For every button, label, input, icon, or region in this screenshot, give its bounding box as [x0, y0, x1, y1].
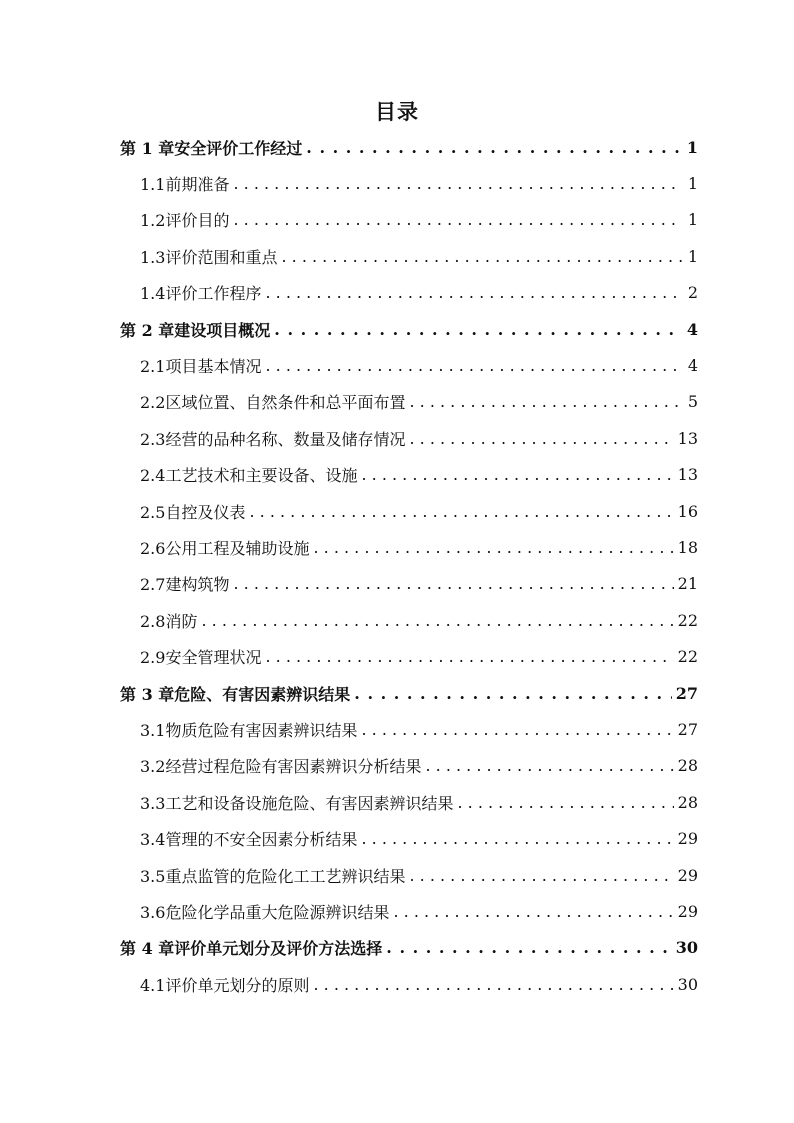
- toc-leader-dots: [409, 392, 682, 411]
- toc-page-number: 1: [686, 137, 698, 157]
- toc-entry-title: 安全评价工作经过: [174, 138, 303, 158]
- toc-entry-label: [140, 609, 201, 632]
- toc-page-number: 28: [677, 756, 698, 776]
- toc-page-number: 4: [687, 355, 698, 375]
- toc-page-number: 1: [687, 246, 698, 266]
- toc-leader-dots: [233, 210, 682, 229]
- toc-section-entry[interactable]: [140, 278, 698, 308]
- toc-entry-title: 安全管理状况: [165, 648, 262, 668]
- toc-chapter-entry[interactable]: [120, 314, 698, 344]
- toc-page-number: 5: [687, 392, 698, 412]
- toc-section-entry[interactable]: [140, 241, 698, 271]
- toc-leader-dots: [313, 538, 673, 557]
- toc-page-number: 4: [686, 319, 698, 339]
- toc-leader-dots: [265, 283, 682, 302]
- toc-entry-title: 工艺技术和主要设备、设施: [165, 466, 358, 486]
- toc-entry-label: [120, 682, 354, 705]
- toc-entry-label: [140, 500, 249, 523]
- toc-entry-number: 3.4: [140, 830, 166, 850]
- toc-entry-title: 重点监管的危险化工工艺辨识结果: [165, 866, 406, 886]
- toc-entry-label: [140, 390, 409, 413]
- toc-entry-title: 前期准备: [165, 174, 230, 194]
- toc-entry-label: [120, 318, 274, 341]
- toc-section-entry[interactable]: [140, 860, 698, 890]
- toc-page-number: 29: [677, 901, 698, 921]
- toc-leader-dots: [281, 247, 682, 266]
- toc-page-number: 2: [687, 283, 698, 303]
- toc-entry-number: 第 4 章: [120, 939, 175, 959]
- toc-chapter-entry[interactable]: [120, 678, 698, 708]
- toc-entry-title: 危险化学品重大危险源辨识结果: [165, 902, 390, 922]
- toc-entry-label: [140, 718, 361, 741]
- toc-leader-dots: [233, 574, 673, 593]
- toc-entry-number: 3.6: [140, 902, 166, 922]
- toc-entry-label: [140, 864, 409, 887]
- toc-section-entry[interactable]: [140, 605, 698, 635]
- toc-entry-number: 1.4: [140, 284, 166, 304]
- toc-entry-label: [140, 754, 425, 777]
- toc-section-entry[interactable]: [140, 387, 698, 417]
- toc-entry-label: [140, 827, 361, 850]
- toc-page-number: 16: [677, 501, 698, 521]
- toc-section-entry[interactable]: [140, 896, 698, 926]
- toc-entry-title: 项目基本情况: [165, 356, 262, 376]
- toc-leader-dots: [313, 975, 673, 994]
- toc-page-number: 27: [675, 683, 698, 703]
- toc-entry-label: [140, 463, 361, 486]
- toc-leader-dots: [361, 465, 673, 484]
- toc-section-entry[interactable]: [140, 569, 698, 599]
- toc-leader-dots: [201, 611, 673, 630]
- toc-entry-title: 消防: [165, 611, 198, 631]
- toc-leader-dots: [361, 829, 673, 848]
- toc-entry-title: 危险、有害因素辨识结果: [174, 684, 351, 704]
- toc-entry-title: 工艺和设备设施危险、有害因素辨识结果: [165, 793, 454, 813]
- toc-entry-title: 经营的品种名称、数量及储存情况: [165, 429, 406, 449]
- toc-entry-number: 第 3 章: [120, 684, 175, 704]
- toc-entry-number: 3.2: [140, 757, 166, 777]
- toc-entry-label: [120, 936, 386, 959]
- toc-page-number: 1: [687, 173, 698, 193]
- toc-section-entry[interactable]: [140, 969, 698, 999]
- toc-page-number: 13: [677, 428, 698, 448]
- toc-entry-title: 建构筑物: [165, 575, 230, 595]
- toc-page-number: 22: [677, 647, 698, 667]
- toc-entry-number: 2.7: [140, 575, 166, 595]
- toc-section-entry[interactable]: [140, 532, 698, 562]
- toc-page-number: 30: [675, 938, 698, 958]
- toc-entry-label: [140, 536, 313, 559]
- page-title: 目录: [375, 99, 419, 124]
- toc-entry-number: 2.9: [140, 648, 166, 668]
- toc-section-entry[interactable]: [140, 168, 698, 198]
- toc-entry-title: 建设项目概况: [174, 320, 271, 340]
- toc-section-entry[interactable]: [140, 460, 698, 490]
- toc-leader-dots: [306, 138, 682, 157]
- toc-leader-dots: [249, 502, 673, 521]
- toc-entry-label: [140, 281, 265, 304]
- toc-page-number: 1: [687, 210, 698, 230]
- toc-leader-dots: [409, 866, 673, 885]
- toc-entry-number: 3.3: [140, 793, 166, 813]
- toc-section-entry[interactable]: [140, 714, 698, 744]
- toc-chapter-entry[interactable]: [120, 132, 698, 162]
- toc-entry-label: [120, 136, 306, 159]
- toc-entry-title: 自控及仪表: [165, 502, 246, 522]
- toc-leader-dots: [393, 902, 673, 921]
- toc-page-number: 27: [677, 719, 698, 739]
- toc-leader-dots: [265, 356, 682, 375]
- toc-entry-title: 评价单元划分及评价方法选择: [174, 939, 383, 959]
- toc-entry-number: 第 2 章: [120, 320, 175, 340]
- toc-page-number: 28: [677, 792, 698, 812]
- toc-leader-dots: [386, 938, 671, 957]
- toc-leader-dots: [361, 720, 673, 739]
- toc-leader-dots: [409, 429, 673, 448]
- toc-leader-dots: [233, 174, 682, 193]
- toc-leader-dots: [274, 320, 682, 339]
- toc-entry-number: 2.3: [140, 429, 166, 449]
- toc-entry-title: 物质危险有害因素辨识结果: [165, 720, 358, 740]
- toc-entry-number: 2.2: [140, 393, 166, 413]
- toc-page-number: 30: [677, 974, 698, 994]
- toc-page-number: 21: [677, 574, 698, 594]
- toc-entry-title: 区域位置、自然条件和总平面布置: [165, 393, 406, 413]
- toc-leader-dots: [354, 684, 671, 703]
- toc-entry-title: 评价单元划分的原则: [165, 975, 310, 995]
- toc-page-number: 22: [677, 610, 698, 630]
- toc-entry-title: 评价范围和重点: [165, 247, 278, 267]
- toc-entry-title: 评价工作程序: [165, 284, 262, 304]
- toc-entry-label: [140, 208, 233, 231]
- toc-entry-label: [140, 791, 457, 814]
- toc-page-number: 29: [677, 829, 698, 849]
- toc-entry-label: [140, 172, 233, 195]
- toc-page-number: 29: [677, 865, 698, 885]
- toc-entry-number: 1.2: [140, 211, 166, 231]
- toc-entry-label: [140, 354, 265, 377]
- toc-entry-title: 评价目的: [165, 211, 230, 231]
- toc-section-entry[interactable]: [140, 751, 698, 781]
- toc-entry-number: 3.1: [140, 720, 166, 740]
- toc-entry-number: 2.1: [140, 356, 166, 376]
- toc-section-entry[interactable]: [140, 423, 698, 453]
- toc-entry-title: 管理的不安全因素分析结果: [165, 830, 358, 850]
- toc-page-number: 18: [677, 537, 698, 557]
- toc-section-entry[interactable]: [140, 496, 698, 526]
- toc-entry-number: 第 1 章: [120, 138, 175, 158]
- toc-entry-number: 2.8: [140, 611, 166, 631]
- toc-entry-number: 2.5: [140, 502, 166, 522]
- toc-page-number: 13: [677, 465, 698, 485]
- toc-entry-number: 4.1: [140, 975, 166, 995]
- toc-section-entry[interactable]: [140, 787, 698, 817]
- toc-entry-title: 公用工程及辅助设施: [165, 538, 310, 558]
- toc-entry-number: 3.5: [140, 866, 166, 886]
- toc-entry-number: 2.6: [140, 538, 166, 558]
- toc-entry-label: [140, 973, 313, 996]
- toc-leader-dots: [457, 793, 673, 812]
- toc-section-entry[interactable]: [140, 350, 698, 380]
- toc-entry-label: [140, 572, 233, 595]
- toc-entry-label: [140, 645, 265, 668]
- toc-entry-number: 1.3: [140, 247, 166, 267]
- toc-entry-number: 2.4: [140, 466, 166, 486]
- toc-chapter-entry[interactable]: [120, 933, 698, 963]
- toc-entry-number: 1.1: [140, 174, 166, 194]
- toc-section-entry[interactable]: [140, 642, 698, 672]
- toc-entry-label: [140, 900, 393, 923]
- toc-leader-dots: [425, 756, 673, 775]
- toc-entry-title: 经营过程危险有害因素辨识分析结果: [165, 757, 422, 777]
- toc-section-entry[interactable]: [140, 205, 698, 235]
- toc-entry-label: [140, 245, 281, 268]
- toc-section-entry[interactable]: [140, 824, 698, 854]
- toc-entry-label: [140, 427, 409, 450]
- toc-leader-dots: [265, 647, 673, 666]
